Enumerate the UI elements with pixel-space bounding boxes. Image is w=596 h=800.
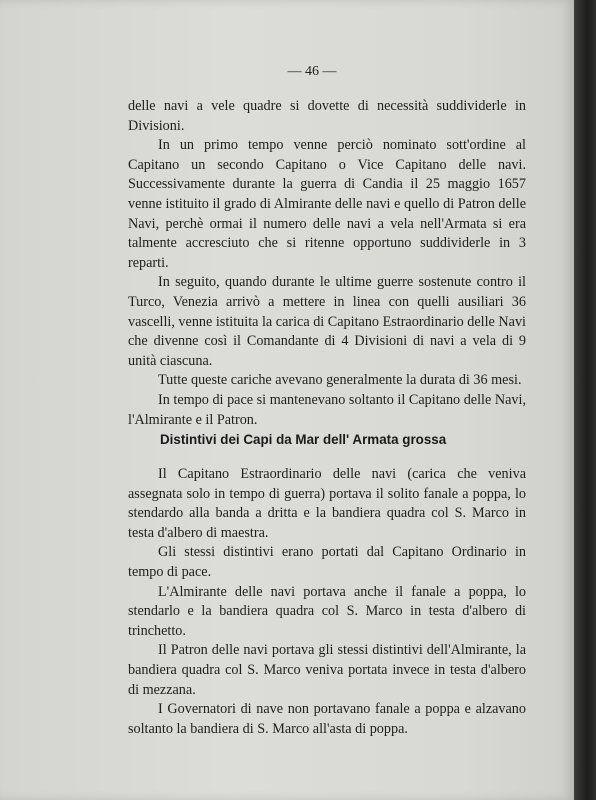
section-heading: Distintivi dei Capi da Mar dell' Armata grossa (160, 432, 447, 447)
paragraph-5: In tempo di pace si mantenevano soltanto il Capitano delle Navi, l'Almirante e il Patron. (128, 391, 526, 428)
body-section-1 (128, 97, 526, 430)
paragraph-6: Il Capitano Estraordinario delle navi (carica che veniva assegnata solo in tempo di guerra) portava il solito fanale a poppa, lo stendardo alla banda a dritta e la bandiera quadra col S. Marco in testa d'albero di maestra. (128, 466, 526, 541)
page-number: — 46 — (287, 64, 337, 79)
paragraph-4: Tutte queste cariche avevano generalmente la durata di 36 mesi. (158, 372, 522, 389)
paragraph-1: delle navi a vele quadre si dovette di necessità suddividerle in Divisioni. (128, 98, 526, 134)
paragraph-9: Il Patron delle navi portava gli stessi distintivi dell'Almirante, la bandiera quadra col S. Marco veniva portata invece in testa d'albero di mezzana. (128, 642, 526, 698)
paragraph-8: L'Almirante delle navi portava anche il fanale a poppa, lo stendarlo e la bandiera quadra col S. Marco in testa d'albero di trinchetto. (128, 583, 526, 639)
body-section-2 (128, 465, 526, 739)
paragraph-10: I Governatori di nave non portavano fanale a poppa e alzavano soltanto la bandiera di S. Marco all'asta di poppa. (128, 701, 526, 737)
paragraph-7: Gli stessi distintivi erano portati dal Capitano Ordinario in tempo di pace. (128, 544, 526, 580)
book-gutter (574, 0, 596, 800)
paragraph-2: In un primo tempo venne perciò nominato sott'ordine al Capitano un secondo Capitano o Vice Capitano delle navi. Successivamente durante la guerra di Candia il 25 maggio 1657 venne istituito il grado di Almirante delle navi e quello di Patron delle Navi, perchè ormai il numero delle navi a vela nell'Armata si era talmente accresciuto che si ritenne opportuno suddividerle in 3 reparti. (128, 137, 526, 271)
paragraph-3: In seguito, quando durante le ultime guerre sostenute contro il Turco, Venezia arrivò a mettere in linea con quelli ausiliari 36 vascelli, venne istituita la carica di Capitano Estraordinario delle Navi che divenne così il Comandante di 4 Divisioni di navi a vela di 9 unità ciascuna. (128, 274, 526, 369)
